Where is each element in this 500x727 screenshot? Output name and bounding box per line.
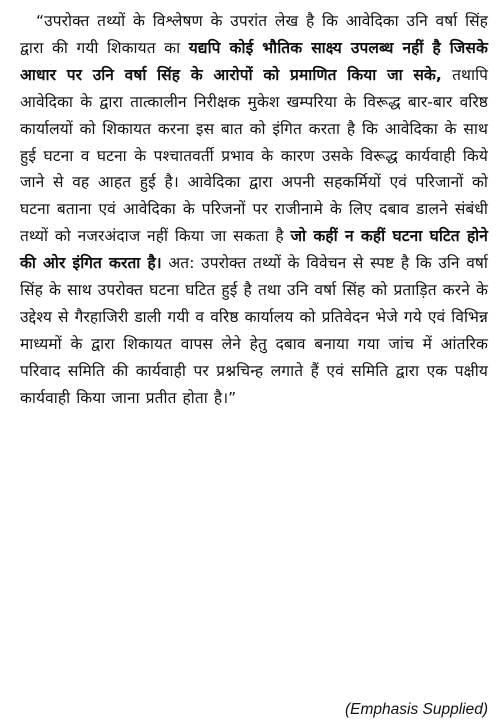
- quote-text-part-1: “उपरोक्त तथ्यों के विश्लेषण के उपरांत लेख है कि आवेदिका उनि वर्षा सिंह द्वारा की गयी शिकायत का: [20, 12, 488, 57]
- quote-text-part-2: तथापि आवेदिका के द्वारा तात्कालीन निरीक्षक मुकेश खम्परिया के विरूद्ध बार-बार वरिष्ठ कार्यालयों को शिकायत करना इस बात को इंगित करता है कि आवेदिका के साथ हुई घटना व घटना के पश्चातवर्ती प्रभाव के कारण उसके विरूद्ध कार्यवाही किये जाने से वह आहत हुई है। आवेदिका द्वारा अपनी सहकर्मियों एवं परिजानों को घटना बताना एवं आवेदिका के परिजनों पर राजीनामे के लिए दबाव डालने संबंधी तथ्यों को नजरअंदाज नहीं किया जा सकता है: [20, 65, 488, 246]
- emphasized-text-1: यद्यपि कोई भौतिक साक्ष्य उपलब्ध नहीं है जिसके आधार पर उनि वर्षा सिंह के आरोपों को प्रमाणित किया जा सके,: [20, 38, 488, 84]
- document-page: [20, 8, 488, 412]
- emphasis-supplied-note: (Emphasis Supplied): [344, 701, 488, 718]
- quoted-passage: [20, 8, 488, 412]
- emphasized-text-2: जो कहीं न कहीं घटना घटित होने की ओर इंगित करता है।: [20, 227, 488, 273]
- quote-text-part-3: अत: उपरोक्त तथ्यों के विवेचन से स्पष्ट है कि उनि वर्षा सिंह के साथ उपरोक्त घटना घटित हुई है तथा उनि वर्षा सिंह को प्रताड़ित करने के उद्देश्य से गैरहाजिरी डाली गयी व वरिष्ठ कार्यालय को प्रतिवेदन भेजे गये एवं विभिन्न माध्यमों के द्वारा शिकायत वापस लेने हेतु दबाव बनाया गया जांच में आंतरिक परिवाद समिति की कार्यवाही पर प्रश्नचिन्ह लगाते हैं एवं समिति द्वारा एक पक्षीय कार्यवाही किया जाना प्रतीत होता है।”: [20, 254, 488, 407]
